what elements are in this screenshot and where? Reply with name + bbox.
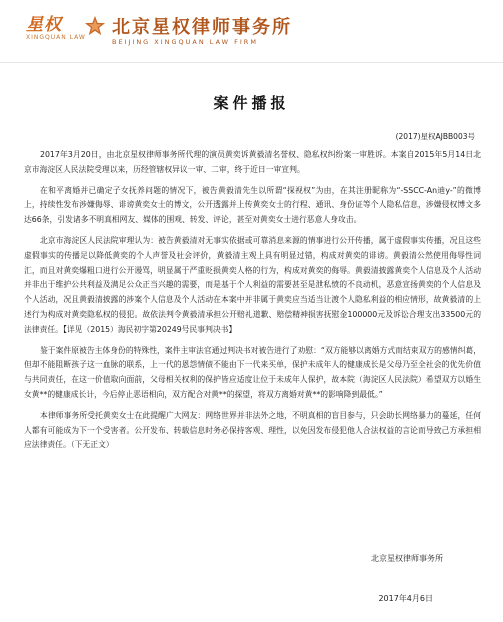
letterhead [0, 0, 503, 62]
paragraph: 北京市海淀区人民法院审理认为：被告黄毅清对无事实依据或可靠消息来源的情事进行公开传播，属于虚假事实传播，况且这些虚假事实的传播足以降低黄奕的个人声誉及社会评价，黄毅清主观上具有明显过错，构成对黄奕的诽谤。黄毅清公然使用侮辱性词汇，而且对黄奕爆粗口进行公开谩骂，明显属于严重贬损黄奕人格的行为，构成对黄奕的侮辱。黄毅清披露黄奕个人信息及个人活动并非出于维护公共利益及满足公众正当兴趣的需要，而是基于个人利益的需要甚至是泄私愤的不良动机，恶意宣扬黄奕的个人信息及个人活动，况且黄毅清披露的涉案个人信息及个人活动在本案中并非属于黄奕应当适当让渡个人隐私利益的相应情形，故黄毅清的上述行为构成对黄奕隐私权的侵犯。故依法判令黄毅清承担公开赔礼道歉、赔偿精神损害抚慰金100000元及诉讼合理支出33500元的法律责任。【详见（2015）海民初字第20249号民事判决书】 [24, 235, 481, 334]
firm-name-cn: 北京星权律师事务所 [112, 17, 292, 38]
signature: 北京星权律师事务所 [371, 554, 443, 563]
firm-name-en: BEIJING XINGQUAN LAW FIRM [112, 38, 258, 46]
star-icon [84, 15, 106, 37]
brand-logo: 星权 [26, 15, 62, 35]
document-number: (2017)星权AJBB003号 [395, 132, 475, 141]
letterhead-divider [0, 62, 503, 63]
paragraph: 本律师事务所受托黄奕女士在此提醒广大网友：网络世界并非法外之地，不明真相的盲目参与，只会助长网络暴力的蔓延，任何人都有可能成为下一个受害者。公开发布、转载信息时务必保持客观、理性，以免因发布侵犯他人合法权益的言论而导致己方承担相应法律责任。（下无正文） [24, 410, 481, 450]
document-date: 2017年4月6日 [378, 594, 433, 603]
paragraph: 2017年3月20日，由北京星权律师事务所代理的演员黄奕诉黄毅清名誉权、隐私权纠纷案一审胜诉。本案自2015年5月14日北京市海淀区人民法院受理以来，历经管辖权异议一审、二审，终于近日一审宣判。 [24, 150, 481, 174]
brand-logo-subtitle: XINGQUAN LAW [26, 34, 86, 41]
document-title: 案件播报 [213, 94, 290, 112]
document-body [24, 148, 481, 459]
paragraph: 鉴于案件原被告主体身份的特殊性，案件主审法官通过判决书对被告进行了劝慰：“双方能够以离婚方式而结束双方的感情纠葛，但却不能阻断孩子这一血脉的联系，上一代的恩怨情债不能由下一代来买单，保护未成年人的健康成长是父母乃至全社会的优先价值与共同责任，在这一价值取向面前，父母相关权利的保护皆应适度让位于未成年人保护，故本院（海淀区人民法院）希望双方以婚生女黄**的健康成长计，今后停止恶语相向，双方配合对黄**的探望，将双方离婚对黄**的影响降到最低。” [24, 345, 481, 399]
paragraph: 在和平离婚并已确定子女抚养问题的情况下，被告黄毅清先生以所谓“探视权”为由，在其注册昵称为“-SSCC-An迪y-”的微博上，持续性发布涉嫌侮辱、诽谤黄奕女士的博文，公开透露并上传黄奕女士的行程、通讯、身份证等个人隐私信息，涉嫌侵权博文多达66条，引发诸多不明真相网友、媒体的围观、转发、评论，甚至对黄奕女士进行恶意人身攻击。 [24, 185, 481, 225]
